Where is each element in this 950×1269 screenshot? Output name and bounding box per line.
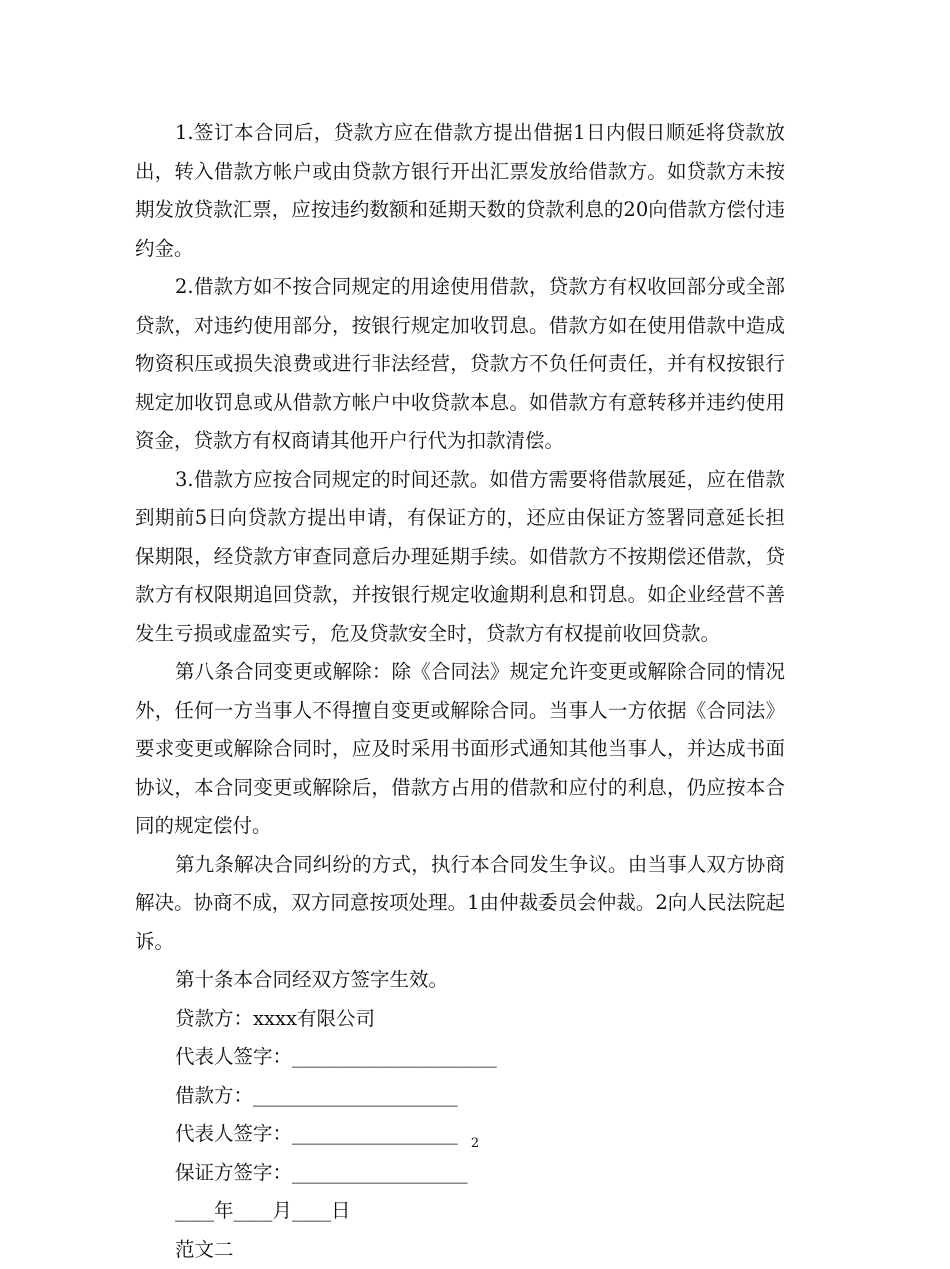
line-borrower-representative-signature: 代表人签字：_________________ [135, 1115, 785, 1154]
line-guarantor-signature: 保证方签字：__________________ [135, 1154, 785, 1193]
page-number: 2 [0, 1136, 950, 1152]
line-article-10: 第十条本合同经双方签字生效。 [135, 961, 785, 1000]
paragraph-article-8: 第八条合同变更或解除：除《合同法》规定允许变更或解除合同的情况外，任何一方当事人不得擅自变更或解除合同。当事人一方依据《合同法》要求变更或解除合同时，应及时采用书面形式通知其他当事人，并达成书面协议，本合同变更或解除后，借款方占用的借款和应付的利息，仍应按本合同的规定偿付。 [135, 653, 785, 846]
line-sample-two-heading: 范文二 [135, 1231, 785, 1269]
line-date: ____年____月____日 [135, 1192, 785, 1231]
paragraph-clause-2: 2.借款方如不按合同规定的用途使用借款，贷款方有权收回部分或全部贷款，对违约使用部分，按银行规定加收罚息。借款方如在使用借款中造成物资积压或损失浪费或进行非法经营，贷款方不负任何责任，并有权按银行规定加收罚息或从借款方帐户中收贷款本息。如借款方有意转移并违约使用资金，贷款方有权商请其他开户行代为扣款清偿。 [135, 268, 785, 461]
line-borrower: 借款方：_____________________ [135, 1077, 785, 1116]
line-lender-representative-signature: 代表人签字：_____________________ [135, 1038, 785, 1077]
line-lender: 贷款方：xxxx有限公司 [135, 1000, 785, 1039]
paragraph-clause-3: 3.借款方应按合同规定的时间还款。如借方需要将借款展延，应在借款到期前5日向贷款方提出申请，有保证方的，还应由保证方签署同意延长担保期限，经贷款方审查同意后办理延期手续。如借款方不按期偿还借款，贷款方有权限期追回贷款，并按银行规定收逾期利息和罚息。如企业经营不善发生亏损或虚盈实亏，危及贷款安全时，贷款方有权提前收回贷款。 [135, 461, 785, 654]
paragraph-clause-1: 1.签订本合同后，贷款方应在借款方提出借据1日内假日顺延将贷款放出，转入借款方帐户或由贷款方银行开出汇票发放给借款方。如贷款方未按期发放贷款汇票，应按违约数额和延期天数的贷款利息的20向借款方偿付违约金。 [135, 114, 785, 268]
document-body [135, 114, 785, 1269]
paragraph-article-9: 第九条解决合同纠纷的方式，执行本合同发生争议。由当事人双方协商解决。协商不成，双方同意按项处理。1由仲裁委员会仲裁。2向人民法院起诉。 [135, 846, 785, 962]
